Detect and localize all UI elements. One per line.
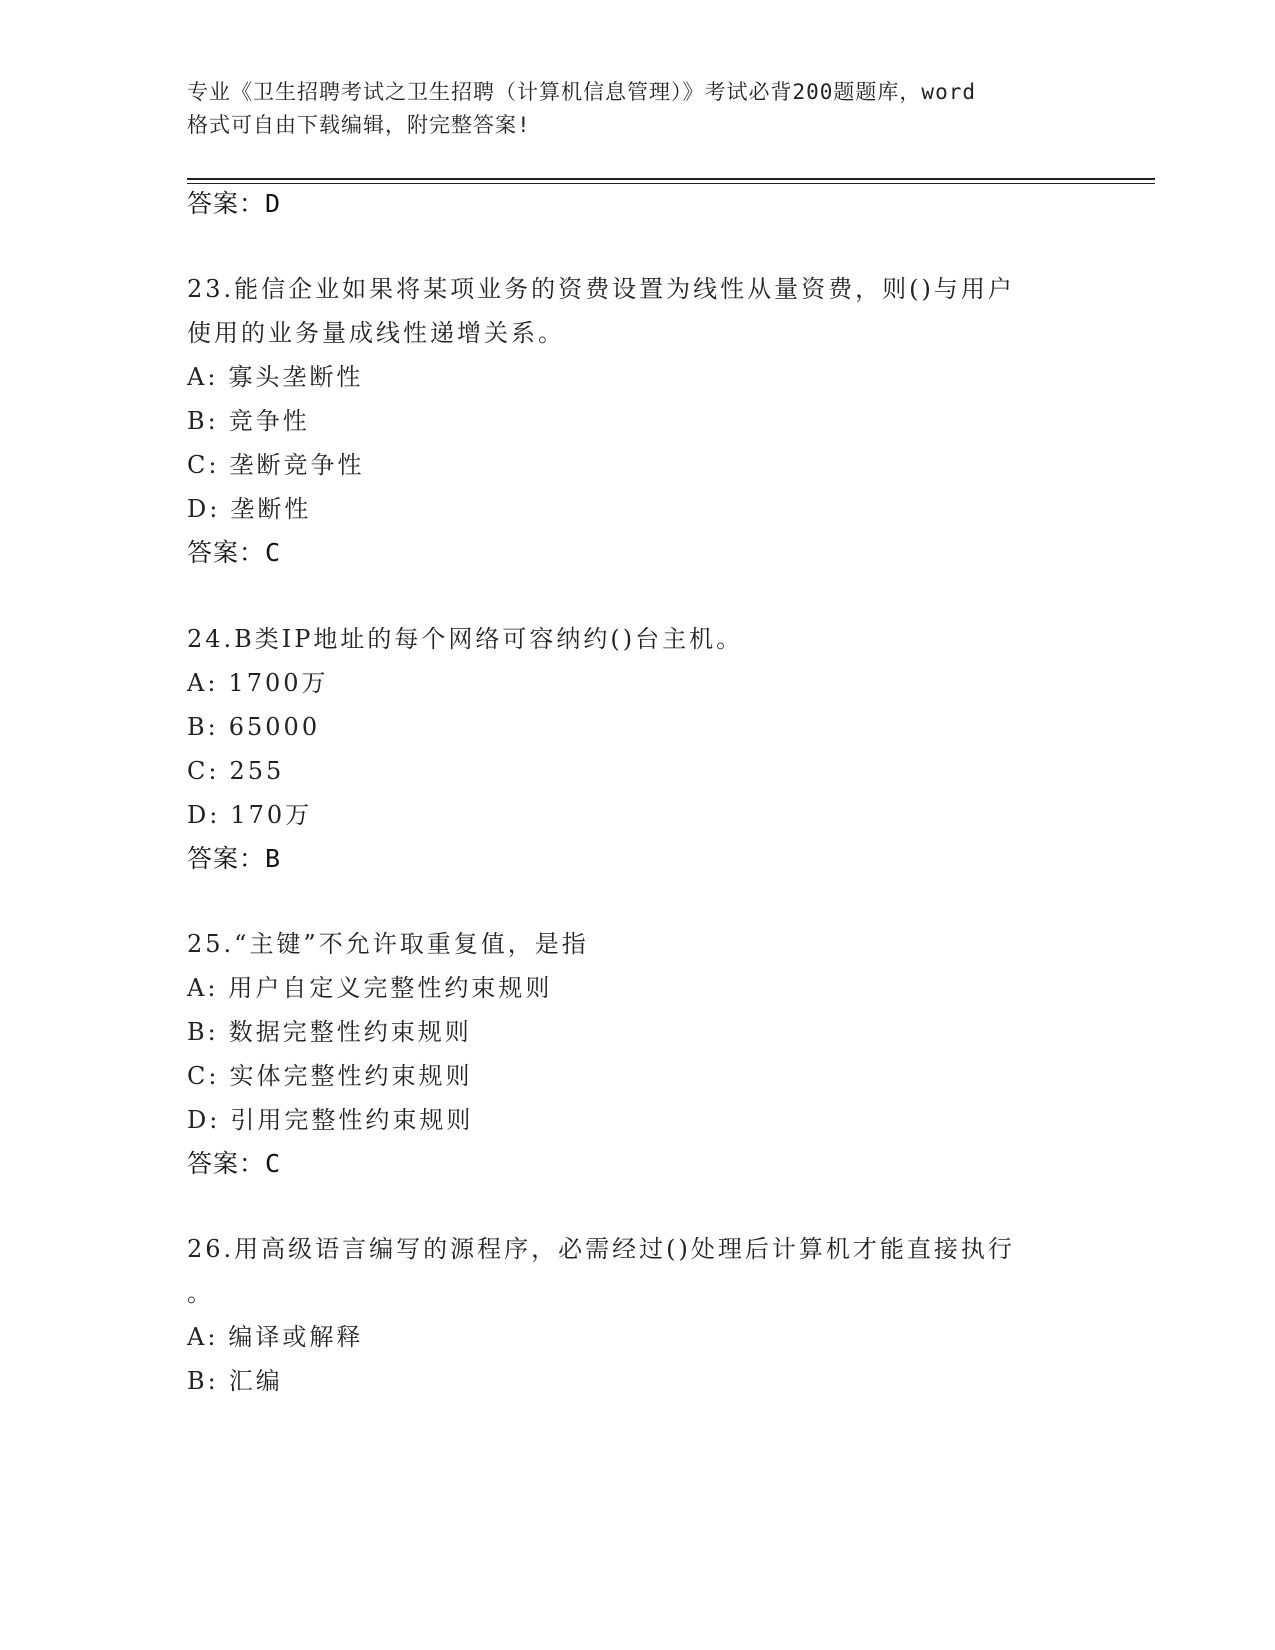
option-text: 垄断性: [230, 495, 312, 523]
header-line-1: 专业《卫生招聘考试之卫生招聘（计算机信息管理）》考试必背200题题库，word: [187, 80, 976, 104]
option-letter: C:: [187, 757, 220, 785]
option-letter: D:: [187, 1106, 221, 1134]
header-rule-thick: [187, 178, 1155, 180]
option-text: 170万: [230, 801, 313, 829]
option-letter: C:: [187, 1062, 220, 1090]
option-text: 引用完整性约束规则: [230, 1106, 474, 1134]
option-text: 编译或解释: [228, 1323, 364, 1351]
question-25-option-b: [187, 1016, 472, 1048]
question-24-option-c: [187, 755, 284, 787]
option-letter: B:: [187, 407, 219, 435]
option-text: 汇编: [228, 1367, 283, 1395]
question-23-stem-line-2: 使用的业务量成线性递增关系。: [187, 319, 565, 347]
question-24-option-a: [187, 667, 329, 699]
option-text: 实体完整性约束规则: [229, 1062, 473, 1090]
question-24-answer: 答案：B: [187, 844, 282, 873]
option-letter: A:: [187, 669, 219, 697]
option-letter: A:: [187, 974, 219, 1002]
option-letter: C:: [187, 451, 220, 479]
option-text: 寡头垄断性: [228, 363, 364, 391]
header-line-2: 格式可自由下载编辑，附完整答案!: [187, 113, 531, 137]
option-text: 1700万: [228, 669, 329, 697]
option-letter: A:: [187, 363, 219, 391]
question-24-option-b: [187, 711, 320, 743]
question-26-option-b: [187, 1365, 283, 1397]
option-text: 用户自定义完整性约束规则: [228, 974, 553, 1002]
question-24-option-d: [187, 799, 312, 831]
question-23-stem-line-1: 23.能信企业如果将某项业务的资费设置为线性从量资费，则()与用户: [187, 275, 1015, 303]
option-letter: B:: [187, 1367, 219, 1395]
previous-answer: 答案：D: [187, 189, 282, 218]
question-26-stem-line-2: 。: [187, 1279, 214, 1307]
question-25-stem: 25.“主键”不允许取重复值，是指: [187, 930, 589, 958]
option-letter: B:: [187, 713, 219, 741]
question-26-option-a: [187, 1321, 363, 1353]
question-24-stem: 24.B类IP地址的每个网络可容纳约()台主机。: [187, 625, 744, 653]
question-23-answer: 答案：C: [187, 538, 282, 567]
option-text: 垄断竞争性: [229, 451, 365, 479]
option-text: 数据完整性约束规则: [228, 1018, 472, 1046]
document-header: [187, 76, 1087, 142]
question-23-option-c: [187, 449, 364, 481]
question-23-option-d: [187, 493, 311, 525]
question-25-option-d: [187, 1104, 473, 1136]
header-rule-thin: [187, 183, 1155, 184]
option-letter: B:: [187, 1018, 219, 1046]
question-25-answer: 答案：C: [187, 1149, 282, 1178]
question-23-option-a: [187, 361, 363, 393]
option-text: 竞争性: [228, 407, 310, 435]
option-text: 65000: [228, 713, 321, 741]
question-23-option-b: [187, 405, 310, 437]
option-letter: A:: [187, 1323, 219, 1351]
question-25-option-a: [187, 972, 552, 1004]
option-letter: D:: [187, 495, 221, 523]
question-25-option-c: [187, 1060, 472, 1092]
option-letter: D:: [187, 801, 221, 829]
question-26-stem-line-1: 26.用高级语言编写的源程序，必需经过()处理后计算机才能直接执行: [187, 1235, 1015, 1263]
option-text: 255: [229, 757, 285, 785]
